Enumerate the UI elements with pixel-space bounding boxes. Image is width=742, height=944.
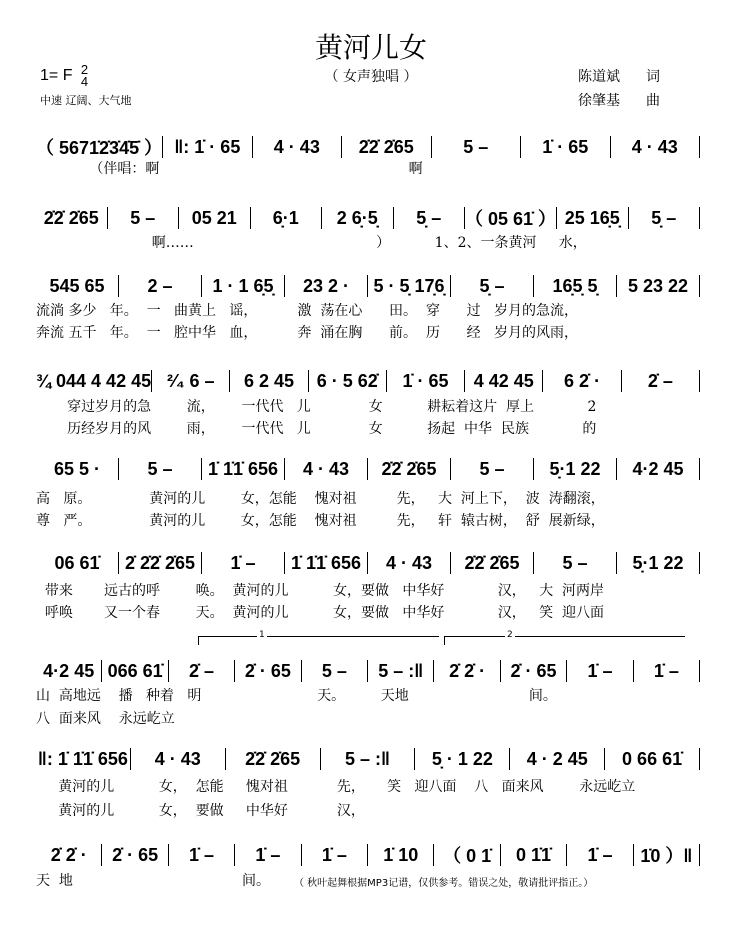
measure: 5̣ – bbox=[479, 275, 505, 296]
notation-system bbox=[36, 275, 700, 297]
measure: 1̇0 ）‖ bbox=[640, 846, 693, 866]
lyric-line: 黄河的儿 女， 怎能 愧对祖 先， 笑 迎八面 八 面来风 永远屹立 bbox=[36, 779, 636, 795]
notation-system bbox=[36, 205, 700, 231]
lyric-line: 穿过岁月的急 流， 一代代 儿 女 耕耘着这片 厚上 2̇ bbox=[36, 399, 597, 415]
measure: 6 2̇ · bbox=[564, 370, 601, 391]
measure: 4 · 43 bbox=[385, 552, 433, 573]
measure: 05 21 bbox=[191, 207, 237, 228]
measure: 65 5 · bbox=[53, 458, 101, 479]
volta-bracket-1 bbox=[198, 630, 439, 645]
notation-system bbox=[36, 552, 700, 574]
lyric-line: 天 地 间。 bbox=[36, 873, 271, 889]
lyric-line: 黄河的儿 女， 要做 中华好 汉， bbox=[36, 803, 365, 819]
song-title: 黄河儿女 bbox=[314, 31, 427, 64]
measure: 4 42 45 bbox=[473, 370, 534, 391]
measure: 0 66 61̇ bbox=[622, 748, 683, 769]
measure: 5̣ – bbox=[651, 207, 677, 228]
lyric-line: 奔流 五千 年。 一 腔中华 血， 奔 涌在胸 前。 历 经 岁月的风雨， bbox=[36, 325, 579, 341]
measure: 5 · 5̣ 17̣6̣ bbox=[373, 275, 445, 296]
lyricist-credit bbox=[578, 66, 660, 86]
notation-system bbox=[36, 660, 700, 682]
measure: （ 0 1̇ bbox=[443, 846, 492, 866]
measure: 2̇ 2̇2̇ 2̇65 bbox=[124, 552, 196, 573]
notation-system bbox=[36, 748, 700, 770]
lyric-line: 历经岁月的风 雨， 一代代 儿 女 扬起 中华 民族 的 bbox=[36, 421, 597, 437]
measure: 4·2 45 bbox=[43, 660, 95, 681]
measure: 1 · 1 6̣5̣ bbox=[212, 275, 274, 296]
measure: 1̇ – bbox=[189, 844, 215, 865]
barline bbox=[699, 207, 700, 229]
measure: 2̇ 2̇ · bbox=[50, 844, 87, 865]
measure: 545 65 bbox=[49, 275, 105, 296]
measure: 25 16̣5̣ bbox=[564, 207, 620, 228]
measure: 2̇2̇ 2̇65 bbox=[358, 136, 414, 157]
barline bbox=[699, 458, 700, 480]
measure: 2̇ 2̇ · bbox=[449, 660, 486, 681]
lyric-line: 高 原。 黄河的儿 女，怎能 愧对祖 先， 大 河上下， 波 涛翻滚， bbox=[36, 491, 605, 507]
measure: 4 · 43 bbox=[273, 136, 320, 157]
measure: 4 · 43 bbox=[154, 748, 201, 769]
measure: 4 · 2 45 bbox=[526, 748, 588, 769]
measure: 2̇ – bbox=[647, 370, 673, 391]
measure: 5 – :‖ bbox=[378, 660, 424, 681]
volta-bracket-2 bbox=[444, 630, 685, 645]
lyric-line: 流淌 多少 年。 一 曲黄上 谣， 激 荡在心 田。 穿 过 岁月的急流， bbox=[36, 303, 579, 319]
measure: 0 1̇1̇ bbox=[516, 844, 552, 865]
key-label: 1= F bbox=[40, 67, 73, 85]
measure: 1̇ – bbox=[321, 844, 347, 865]
measure: 2̇2̇ 2̇65 bbox=[381, 458, 437, 479]
measure: 6 · 5 62̇ bbox=[316, 370, 378, 391]
volta-2-label: 2 bbox=[507, 630, 513, 640]
lyric-line: 呼唤 又一个春 天。 黄河的儿 女，要做 中华好 汉， 笑 迎八面 bbox=[36, 605, 605, 621]
barline bbox=[699, 660, 700, 682]
measure: 2̇ · 65 bbox=[510, 660, 557, 681]
measure: ‖: 1̇ · 65 bbox=[174, 136, 241, 157]
composer-role: 曲 bbox=[646, 93, 660, 109]
barline bbox=[699, 275, 700, 297]
measure: 1̇ · 65 bbox=[542, 136, 589, 157]
measure: 5 – bbox=[321, 660, 347, 681]
footer-note: （ 秋叶起舞根据MP3记谱，仅供参考。错误之处，敬请批评指正。） bbox=[294, 878, 594, 889]
time-signature bbox=[81, 64, 88, 88]
measure: 2 6̣·5̣ bbox=[336, 207, 378, 228]
volta-1-label: 1 bbox=[259, 630, 265, 640]
notation-system bbox=[36, 134, 700, 160]
measure: ‖: 1̇ 1̇1̇ 656 bbox=[37, 748, 128, 769]
measure: ¾ 044 4 42 45 bbox=[36, 370, 152, 391]
time-top: 2 bbox=[80, 62, 89, 77]
measure: 6̣·1 bbox=[272, 207, 299, 228]
notation-system bbox=[36, 458, 700, 480]
lyric-line: 八 面来风 永远屹立 bbox=[36, 711, 175, 727]
composer-credit bbox=[578, 90, 660, 110]
measure: 5 – bbox=[562, 552, 588, 573]
measure: 1̇ – bbox=[653, 660, 679, 681]
measure: 1̇ 10 bbox=[383, 844, 419, 865]
key-signature bbox=[40, 64, 88, 88]
barline bbox=[699, 552, 700, 574]
measure: 2̇ · 65 bbox=[112, 844, 159, 865]
measure: 5 – bbox=[130, 207, 156, 228]
measure: 1̇ · 65 bbox=[402, 370, 449, 391]
lyric-line: （伴唱：啊 啊 bbox=[36, 161, 423, 177]
measure: 1̇ – bbox=[587, 844, 613, 865]
measure: 2̇ – bbox=[189, 660, 215, 681]
measure: 5̣ – bbox=[416, 207, 442, 228]
measure: 066 61̇ bbox=[107, 660, 163, 681]
measure: 5̣·1 22 bbox=[632, 552, 684, 573]
measure: 1̇ – bbox=[255, 844, 281, 865]
measure: 5 – bbox=[479, 458, 505, 479]
notation-system bbox=[36, 842, 700, 868]
measure: （ 5671̇2̇3̇4̇5̇ ） bbox=[36, 138, 163, 158]
lyric-line: 带来 远古的呼 唤。 黄河的儿 女，要做 中华好 汉， 大 河两岸 bbox=[36, 583, 605, 599]
barline bbox=[699, 748, 700, 770]
measure: 2̇2̇ 2̇65 bbox=[43, 207, 99, 228]
barline bbox=[699, 844, 700, 866]
lyricist-name: 陈道斌 bbox=[578, 69, 620, 85]
lyric-line: 啊…… ） 1、2、一条黄河 水， bbox=[36, 235, 587, 251]
measure: 4·2 45 bbox=[632, 458, 684, 479]
song-subtitle: （ 女声独唱 ） bbox=[324, 69, 418, 85]
measure: 2̇ · 65 bbox=[244, 660, 291, 681]
measure: 1̇ 1̇1̇ 656 bbox=[207, 458, 279, 479]
measure: 4 · 43 bbox=[631, 136, 678, 157]
measure: 1̇ 1̇1̇ 656 bbox=[290, 552, 362, 573]
measure: 4 · 43 bbox=[302, 458, 350, 479]
time-bottom: 4 bbox=[80, 74, 89, 89]
measure: 5̣ · 1 22 bbox=[431, 748, 493, 769]
measure: 16̣5̣ 5̣ bbox=[552, 275, 598, 296]
lyric-line: 山 高地远 播 种着 明 天。 天地 间。 bbox=[36, 688, 557, 704]
measure: 23 2 · bbox=[302, 275, 350, 296]
barline bbox=[699, 136, 700, 158]
measure: 06 61̇ bbox=[54, 552, 100, 573]
notation-system bbox=[36, 370, 700, 392]
composer-name: 徐肇基 bbox=[578, 93, 620, 109]
lyricist-role: 词 bbox=[646, 69, 660, 85]
measure: 6 2 45 bbox=[243, 370, 295, 391]
measure: 1̇ – bbox=[587, 660, 613, 681]
measure: 2̇2̇ 2̇65 bbox=[245, 748, 301, 769]
measure: 1̇ – bbox=[230, 552, 256, 573]
tempo-marking: 中速 辽阔、大气地 bbox=[40, 94, 132, 107]
measure: 5̣·1 22 bbox=[549, 458, 601, 479]
measure: 2̇2̇ 2̇65 bbox=[464, 552, 520, 573]
measure: 5 23 22 bbox=[627, 275, 689, 296]
measure: 2 – bbox=[147, 275, 173, 296]
measure: 5 – :‖ bbox=[345, 748, 390, 769]
measure: 5 – bbox=[463, 136, 489, 157]
measure: 5 – bbox=[147, 458, 173, 479]
measure: （ 05 61̇ ） bbox=[465, 209, 557, 229]
measure: ²⁄₄ 6 – bbox=[166, 370, 215, 391]
lyric-line: 尊 严。 黄河的儿 女，怎能 愧对祖 先， 轩 辕古树， 舒 展新绿， bbox=[36, 513, 605, 529]
barline bbox=[699, 370, 700, 392]
